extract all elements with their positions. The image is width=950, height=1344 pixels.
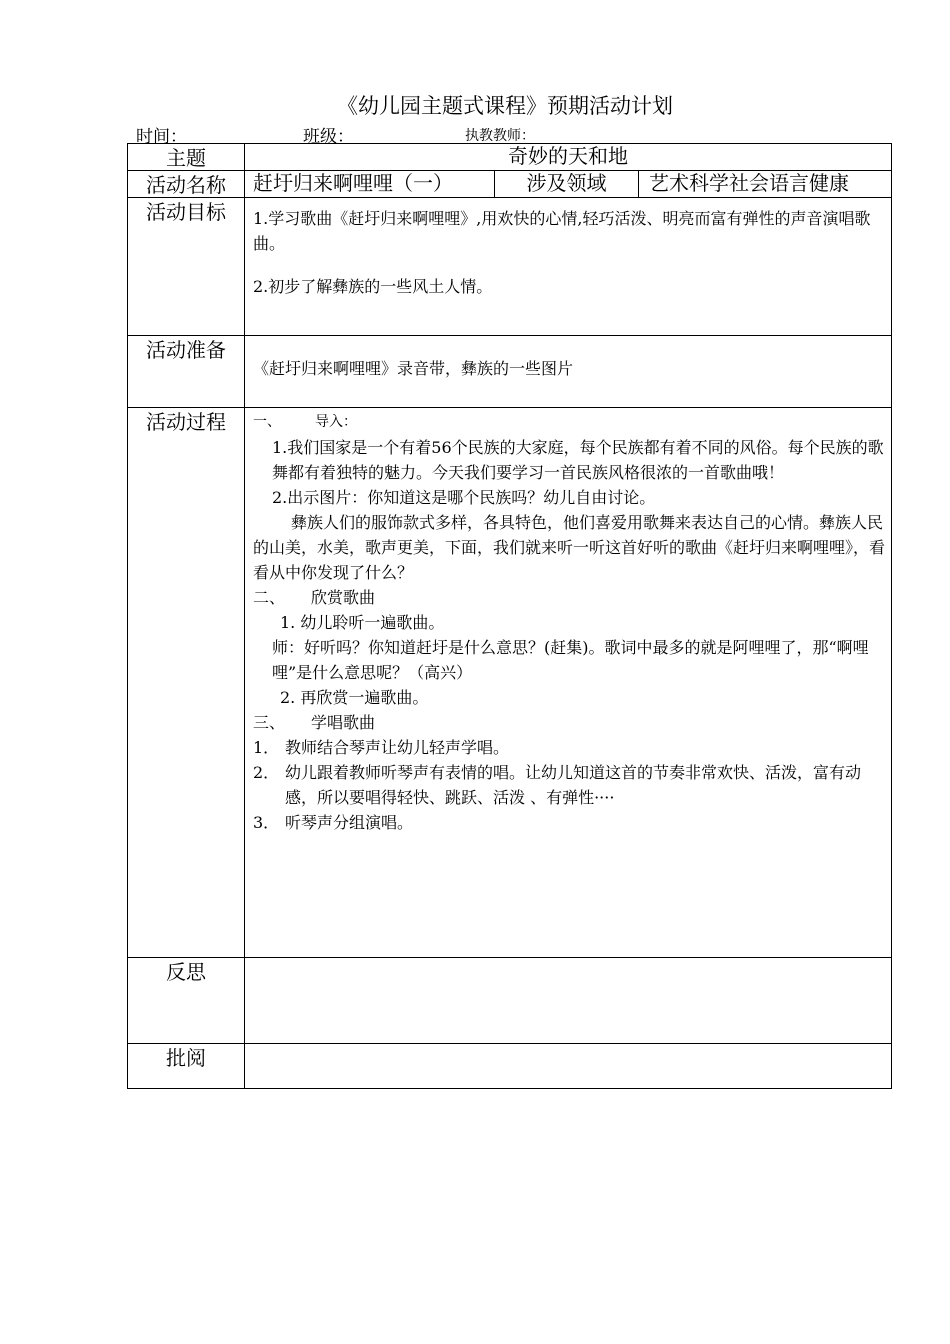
goal-row	[128, 198, 892, 336]
document-title: 《幼儿园主题式课程》预期活动计划	[337, 94, 673, 118]
section-1-title: 导入：	[315, 414, 357, 430]
section-3-heading	[253, 710, 885, 735]
goal-item-2: 2.初步了解彝族的一些风土人情。	[253, 277, 493, 296]
section-2-heading	[253, 585, 885, 610]
section-1-paragraph-3: 彝族人们的服饰款式多样，各具特色，他们喜爱用歌舞来表达自己的心情。彝族人民的山美，水美，歌声更美，下面，我们就来听一听这首好听的歌曲《赶圩归来啊哩哩》，看看从中你发现了什么？	[253, 513, 886, 582]
section-2-paragraph-1: 1. 幼儿聆听一遍歌曲。	[280, 613, 445, 632]
goal-item-1: 1.学习歌曲《赶圩归来啊哩哩》,用欢快的心情,轻巧活泼、明亮而富有弹性的声音演唱歌曲。	[253, 209, 871, 253]
plan-table	[127, 143, 892, 1089]
class-label: 班级：	[303, 127, 354, 147]
teacher-label: 执教教师：	[465, 128, 535, 144]
reflect-cell	[245, 958, 892, 1044]
process-label: 活动过程	[128, 408, 245, 958]
process-cell	[245, 408, 892, 958]
section-1-heading	[253, 410, 885, 435]
domain-label: 涉及领域	[495, 171, 639, 198]
section-2-paragraph-3: 2. 再欣赏一遍歌曲。	[280, 688, 429, 707]
prep-value: 《赶圩归来啊哩哩》录音带，彝族的一些图片	[245, 336, 892, 408]
section-3-item-3-text: 听琴声分组演唱。	[285, 813, 414, 832]
prep-label: 活动准备	[128, 336, 245, 408]
section-3-item-2	[253, 760, 885, 810]
time-label: 时间：	[136, 127, 187, 147]
section-3-item-3-number: 3．	[253, 813, 280, 832]
goal-label: 活动目标	[128, 198, 245, 336]
review-cell	[245, 1044, 892, 1089]
prep-row	[128, 336, 892, 408]
reflect-label: 反思	[128, 958, 245, 1044]
section-1-paragraph-2: 2.出示图片：你知道这是哪个民族吗？幼儿自由讨论。	[272, 488, 656, 507]
theme-value: 奇妙的天和地	[245, 144, 892, 171]
section-3-number: 三、	[253, 713, 286, 732]
theme-label: 主题	[128, 144, 245, 171]
section-3-title: 学唱歌曲	[311, 713, 376, 732]
domain-value: 艺术科学社会语言健康	[639, 171, 892, 198]
name-value: 赶圩归来啊哩哩（一）	[245, 171, 495, 198]
name-row	[128, 171, 892, 198]
theme-row	[128, 144, 892, 171]
review-label: 批阅	[128, 1044, 245, 1089]
review-row	[128, 1044, 892, 1089]
goal-cell	[245, 198, 892, 336]
name-label: 活动名称	[128, 171, 245, 198]
process-row	[128, 408, 892, 958]
reflect-row	[128, 958, 892, 1044]
section-1-number: 一、	[253, 414, 281, 430]
section-3-item-1-number: 1．	[253, 738, 280, 757]
section-3-item-1-text: 教师结合琴声让幼儿轻声学唱。	[285, 738, 510, 757]
section-3-item-1	[253, 735, 885, 760]
section-3-item-2-text: 幼儿跟着教师听琴声有表情的唱。让幼儿知道这首的节奏非常欢快、活泼，富有动感，所以要唱得轻快、跳跃、活泼 、有弹性····	[285, 763, 862, 807]
section-1-paragraph-1: 1.我们国家是一个有着56个民族的大家庭，每个民族都有着不同的风俗。每个民族的歌舞都有着独特的魅力。今天我们要学习一首民族风格很浓的一首歌曲哦！	[272, 438, 884, 482]
section-2-number: 二、	[253, 588, 286, 607]
section-2-paragraph-2: 师：好听吗？你知道赶圩是什么意思？(赶集)。歌词中最多的就是阿哩哩了，那“啊哩哩”是什么意思呢？（高兴）	[272, 638, 869, 682]
section-3-item-2-number: 2．	[253, 763, 280, 782]
section-3-item-3	[253, 810, 885, 835]
section-2-title: 欣赏歌曲	[311, 588, 376, 607]
